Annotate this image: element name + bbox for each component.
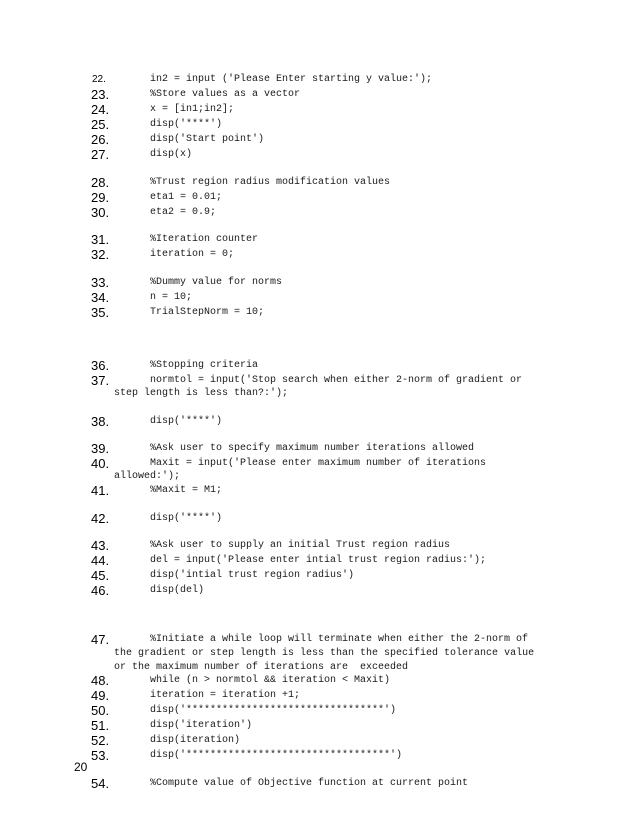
line-number: 49.	[91, 688, 110, 703]
code-line-40	[0, 456, 638, 472]
line-number: 24.	[91, 102, 110, 117]
code-text: del = input('Please enter intial trust region radius:');	[150, 555, 487, 566]
code-text: disp(iteration)	[150, 735, 241, 746]
code-line-48	[0, 673, 638, 689]
line-number: 48.	[91, 673, 110, 688]
code-line-27	[0, 147, 638, 163]
code-line-24	[0, 102, 638, 118]
code-line-39	[0, 441, 638, 457]
line-number: 32.	[91, 247, 110, 262]
line-number: 31.	[91, 232, 110, 247]
code-text: %Compute value of Objective function at current point	[150, 778, 469, 789]
code-text: %Maxit = M1;	[150, 485, 223, 496]
line-number: 27.	[91, 147, 110, 162]
code-text: x = [in1;in2];	[150, 104, 235, 115]
code-text: disp('intial trust region radius')	[150, 570, 355, 581]
line-number: 39.	[91, 441, 110, 456]
code-line-35	[0, 305, 638, 321]
line-number: 25.	[91, 117, 110, 132]
code-text: %Ask user to specify maximum number iterations allowed	[150, 443, 475, 454]
code-text: disp('****')	[150, 119, 223, 130]
code-line-34	[0, 290, 638, 306]
line-number: 35.	[91, 305, 110, 320]
code-text: disp('iteration')	[150, 720, 253, 731]
code-text: %Trust region radius modification values	[150, 177, 391, 188]
code-text: n = 10;	[150, 292, 193, 303]
line-number: 36.	[91, 358, 110, 373]
line-number: 54.	[91, 776, 110, 791]
code-text: %Store values as a vector	[150, 89, 301, 100]
code-line-45	[0, 568, 638, 584]
code-line-50	[0, 703, 638, 719]
code-line-46	[0, 583, 638, 599]
code-line-31	[0, 232, 638, 248]
line-number: 26.	[91, 132, 110, 147]
line-number: 34.	[91, 290, 110, 305]
code-line-42	[0, 511, 638, 527]
code-text: iteration = 0;	[150, 249, 235, 260]
code-line-47	[0, 632, 638, 648]
code-line-38	[0, 414, 638, 430]
code-line-54	[0, 776, 638, 792]
code-line-44	[0, 553, 638, 569]
code-line-53	[0, 748, 638, 764]
code-line-29	[0, 190, 638, 206]
code-line-49	[0, 688, 638, 704]
line-number: 50.	[91, 703, 110, 718]
code-line-43	[0, 538, 638, 554]
code-line-41	[0, 483, 638, 499]
line-number: 22.	[92, 74, 106, 85]
line-number: 47.	[91, 632, 110, 647]
code-continuation: step length is less than?:');	[114, 388, 289, 399]
code-text: disp(x)	[150, 149, 193, 160]
code-line-37	[0, 373, 638, 389]
line-number: 51.	[91, 718, 110, 733]
line-number: 29.	[91, 190, 110, 205]
code-text: %Dummy value for norms	[150, 277, 283, 288]
code-text: while (n > normtol && iteration < Maxit)	[150, 675, 391, 686]
line-number: 33.	[91, 275, 110, 290]
code-text: TrialStepNorm = 10;	[150, 307, 265, 318]
code-line-30	[0, 205, 638, 221]
line-number: 23.	[91, 87, 110, 102]
code-line-28	[0, 175, 638, 191]
line-number: 28.	[91, 175, 110, 190]
code-text: iteration = iteration +1;	[150, 690, 301, 701]
code-line-23	[0, 87, 638, 103]
code-text: eta1 = 0.01;	[150, 192, 223, 203]
code-line-25	[0, 117, 638, 133]
code-text: %Stopping criteria	[150, 360, 259, 371]
line-number: 41.	[91, 483, 110, 498]
code-line-26	[0, 132, 638, 148]
code-continuation: allowed:');	[114, 471, 181, 482]
code-text: normtol = input('Stop search when either 2-norm of gradient or	[150, 375, 523, 386]
code-text: %Ask user to supply an initial Trust region radius	[150, 540, 451, 551]
code-text: in2 = input ('Please Enter starting y value:');	[150, 74, 433, 85]
code-text: disp('*********************************')	[150, 705, 397, 716]
code-text: Maxit = input('Please enter maximum number of iterations	[150, 458, 487, 469]
line-number: 52.	[91, 733, 110, 748]
code-line-22	[0, 72, 638, 88]
line-number: 46.	[91, 583, 110, 598]
code-text: disp('Start point')	[150, 134, 265, 145]
code-text: disp('****')	[150, 416, 223, 427]
code-line-33	[0, 275, 638, 291]
line-number: 43.	[91, 538, 110, 553]
page-number: 20	[74, 760, 88, 774]
code-line-51	[0, 718, 638, 734]
line-number: 42.	[91, 511, 110, 526]
code-text: disp('**********************************')	[150, 750, 403, 761]
code-text: %Initiate a while loop will terminate when either the 2-norm of	[150, 634, 529, 645]
code-text: disp('****')	[150, 513, 223, 524]
line-number: 53.	[91, 748, 110, 763]
code-text: eta2 = 0.9;	[150, 207, 217, 218]
code-continuation: the gradient or step length is less than the specified tolerance value or the maximum number of iterations are exceeded	[114, 648, 535, 673]
code-text: %Iteration counter	[150, 234, 259, 245]
line-number: 37.	[91, 373, 110, 388]
code-line-52	[0, 733, 638, 749]
code-line-36	[0, 358, 638, 374]
line-number: 38.	[91, 414, 110, 429]
line-number: 40.	[91, 456, 110, 471]
code-text: disp(del)	[150, 585, 205, 596]
line-number: 30.	[91, 205, 110, 220]
line-number: 45.	[91, 568, 110, 583]
code-line-32	[0, 247, 638, 263]
line-number: 44.	[91, 553, 110, 568]
